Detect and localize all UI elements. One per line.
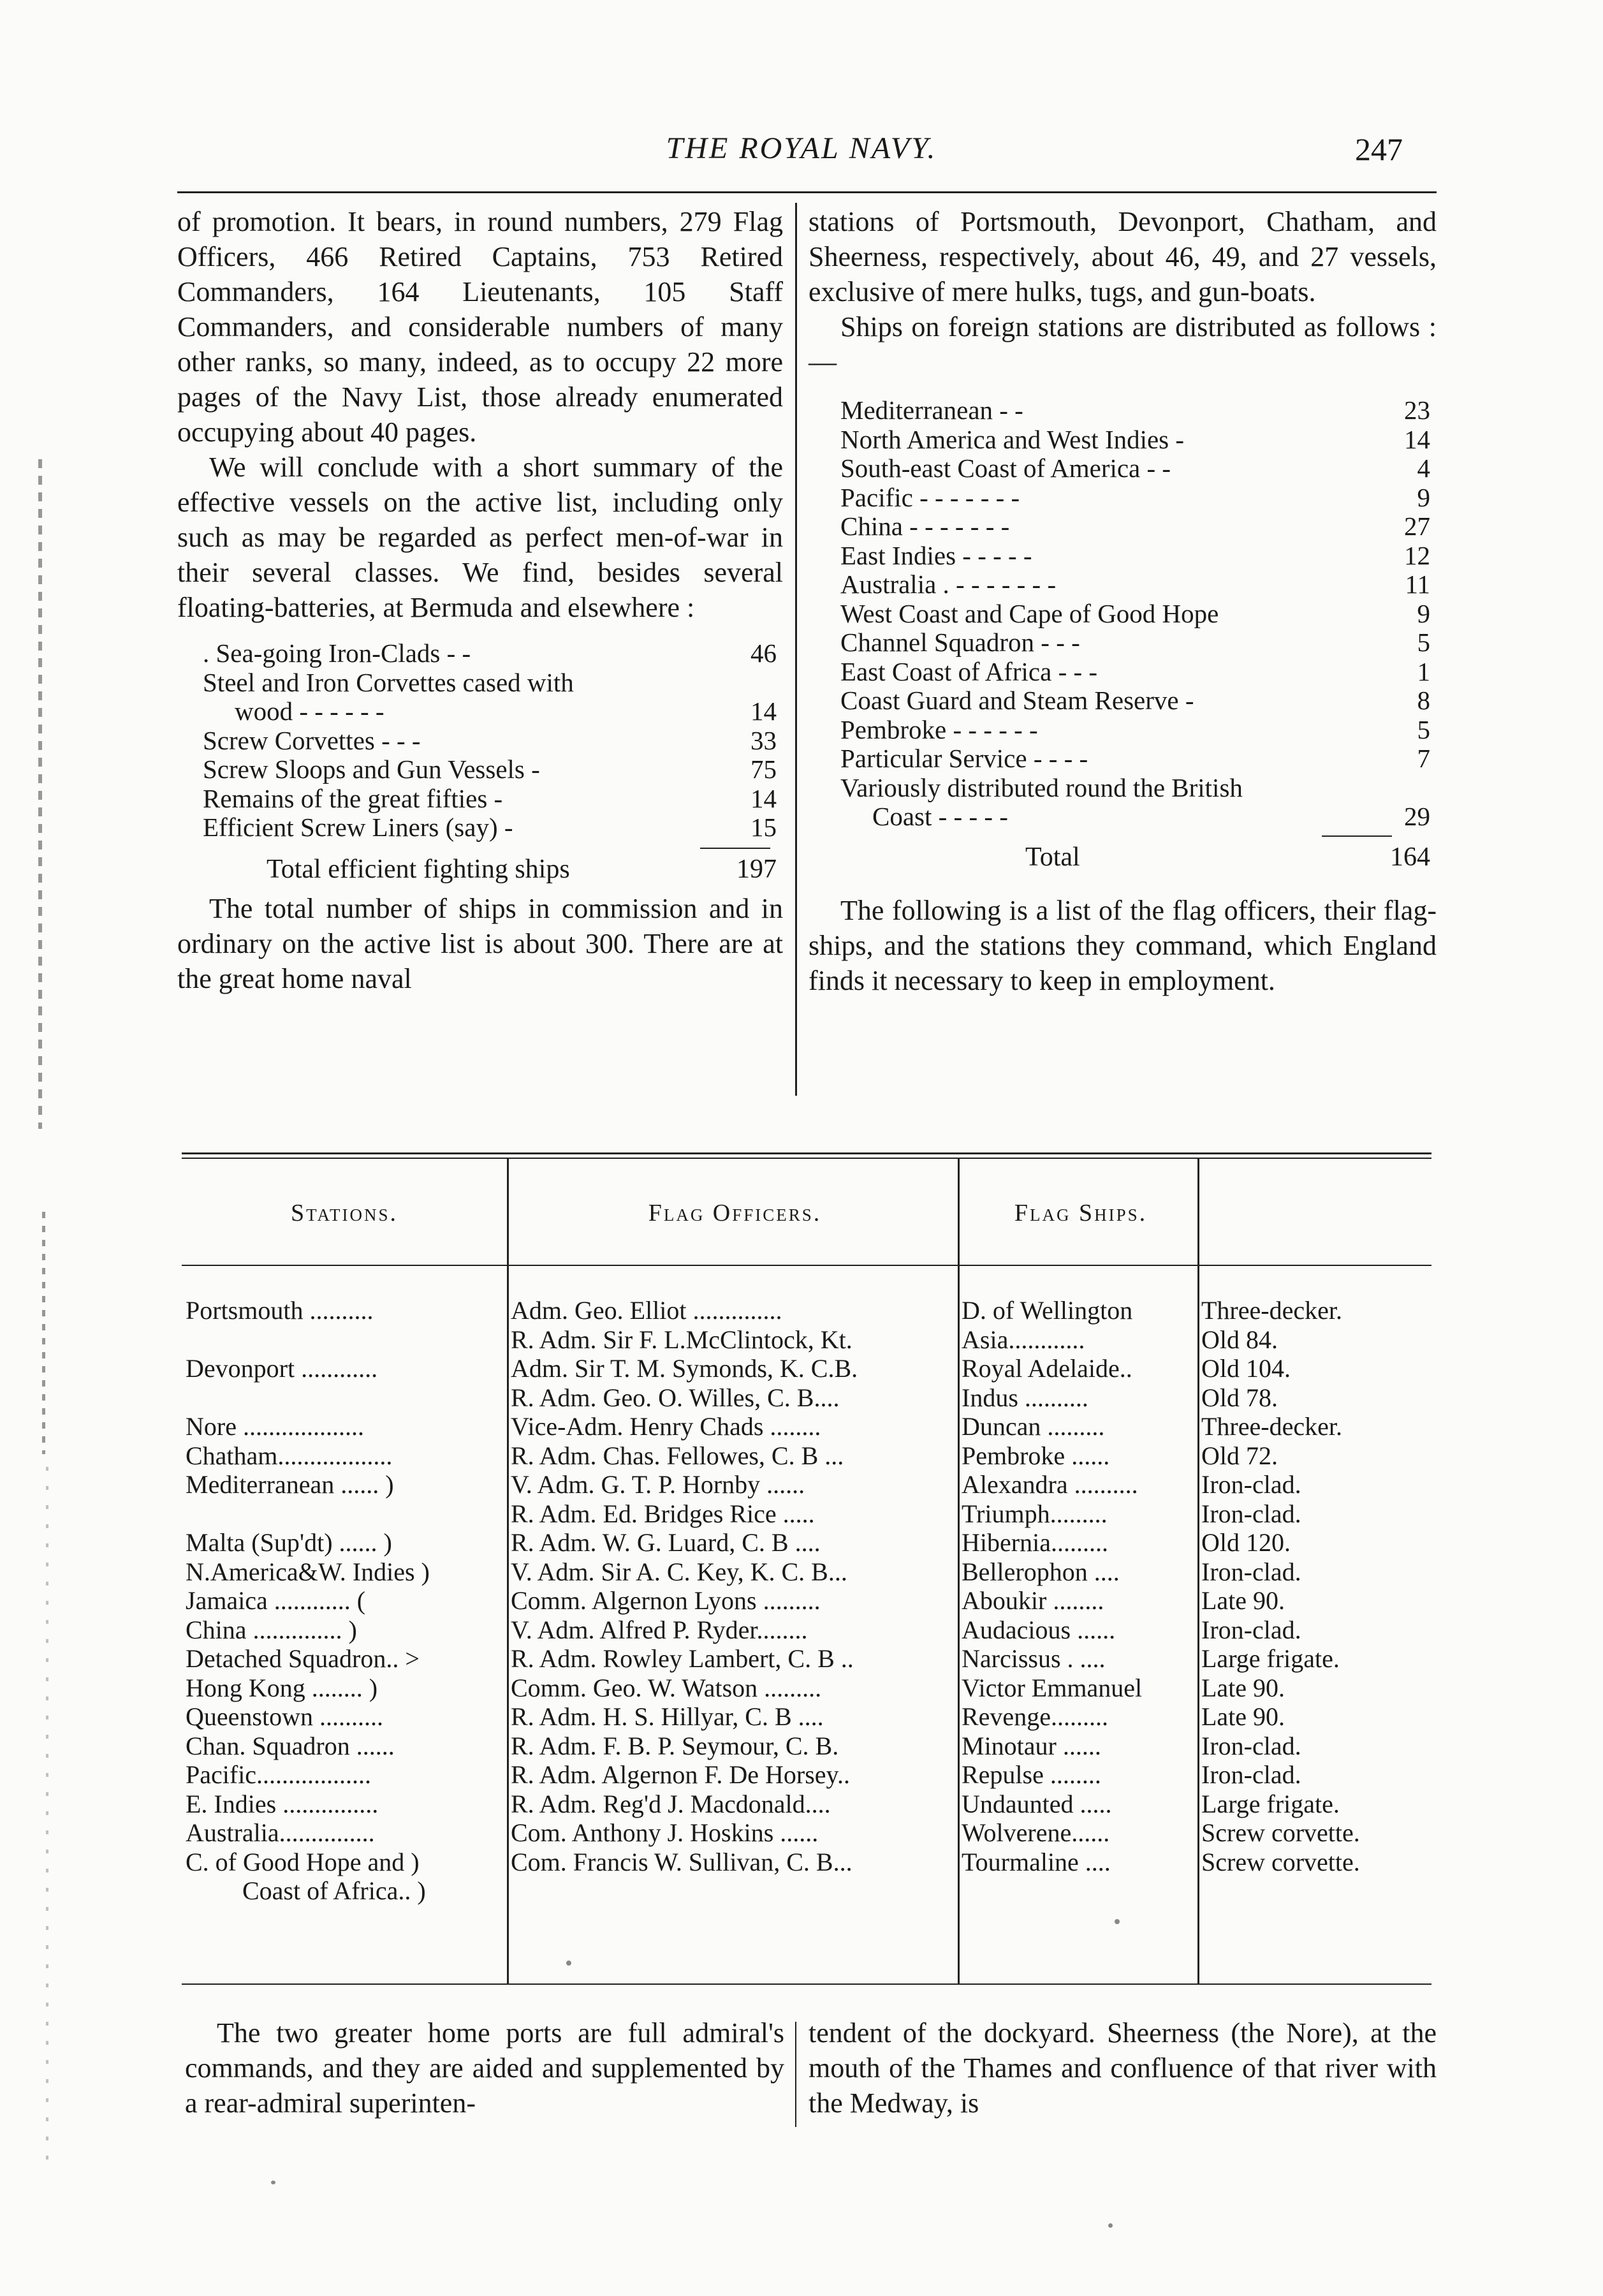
station-cell: Devonport ............	[186, 1354, 378, 1383]
station-count: 9	[1417, 482, 1430, 512]
flag-officer-cell: R. Adm. Rowley Lambert, C. B ..	[511, 1644, 854, 1673]
table-header-stations: Stations.	[291, 1200, 398, 1226]
station-item	[840, 628, 1430, 658]
flag-ship-cell: Revenge.........	[962, 1702, 1108, 1731]
summary-count: 14	[750, 696, 777, 726]
summary-label: wood - - - - - -	[235, 696, 384, 726]
station-label: Particular Service - - - -	[840, 744, 1088, 773]
station-count: 23	[1404, 395, 1430, 425]
station-cell: Pacific..................	[186, 1760, 372, 1789]
flag-officer-cell: Comm. Algernon Lyons .........	[511, 1586, 821, 1615]
station-count: 5	[1417, 628, 1430, 657]
summary-label: Screw Corvettes - - -	[203, 725, 421, 755]
table-row	[182, 1615, 1431, 1645]
table-row	[182, 1499, 1431, 1529]
station-label: South-east Coast of America - -	[840, 453, 1171, 483]
flag-officer-cell: Vice-Adm. Henry Chads ........	[511, 1412, 821, 1441]
station-cell: Australia...............	[186, 1818, 375, 1847]
ship-class-cell: Iron-clad.	[1201, 1760, 1301, 1789]
ship-class-cell	[1197, 1876, 1431, 1906]
summary-total	[177, 853, 783, 886]
left-paragraph-2: We will conclude with a short summary of the effective vessels on the active list, including only such as may be regarded as perfect men-of-war in their several classes. We find, besides several floating-batteries, at Bermuda and elsewhere :	[177, 452, 783, 623]
summary-label: . Sea-going Iron-Clads - -	[203, 638, 471, 668]
flag-officer-cell: R. Adm. Algernon F. De Horsey..	[511, 1760, 850, 1789]
station-label: Channel Squadron - - -	[840, 628, 1080, 657]
flag-officer-cell: Comm. Geo. W. Watson .........	[511, 1673, 822, 1702]
ship-class-cell: Three-decker.	[1201, 1296, 1342, 1325]
station-count: 14	[1404, 424, 1430, 454]
flag-officer-cell: V. Adm. G. T. P. Hornby ......	[511, 1470, 805, 1499]
station-label: Mediterranean - -	[840, 395, 1023, 425]
station-cell: Detached Squadron.. >	[186, 1644, 420, 1673]
station-cell: Malta (Sup'dt) ...... )	[186, 1528, 392, 1557]
station-cell	[182, 1383, 507, 1413]
table-row	[182, 1412, 1431, 1441]
station-cell: Chatham..................	[186, 1441, 393, 1470]
station-cell: Queenstown ..........	[186, 1702, 383, 1731]
page-number: 247	[1355, 131, 1403, 167]
flag-ship-cell: Alexandra ..........	[962, 1470, 1138, 1499]
ship-class-cell: Late 90.	[1201, 1586, 1285, 1615]
left-column	[177, 204, 783, 996]
table-header-flag-officers: Flag Officers.	[648, 1200, 822, 1226]
station-count: 29	[1404, 802, 1430, 831]
summary-item	[203, 639, 777, 668]
station-count: 8	[1417, 686, 1430, 715]
flag-officer-cell: R. Adm. F. B. P. Seymour, C. B.	[511, 1731, 839, 1760]
right-paragraph-2: Ships on foreign stations are distributed as follows :—	[809, 311, 1437, 378]
table-row	[182, 1354, 1431, 1383]
stations-total	[809, 841, 1437, 874]
table-row	[182, 1296, 1431, 1325]
station-label: Coast - - - - -	[872, 802, 1008, 831]
station-item	[840, 774, 1430, 803]
stations-total-value: 164	[1390, 842, 1430, 872]
table-row	[182, 1528, 1431, 1557]
right-paragraph-1: stations of Portsmouth, Devonport, Chatham, and Sheerness, respectively, about 46, 49, and 27 vessels, exclusive of mere hulks, tugs, and gun-boats.	[809, 206, 1437, 307]
flag-ship-cell: Tourmaline ....	[962, 1847, 1111, 1876]
flag-officer-cell: R. Adm. W. G. Luard, C. B ....	[511, 1528, 821, 1557]
flag-ship-cell: Repulse ........	[962, 1760, 1101, 1789]
summary-item	[203, 784, 777, 814]
stations-total-label: Total	[1025, 842, 1080, 872]
station-item	[840, 541, 1430, 571]
flag-officer-cell: Com. Francis W. Sullivan, C. B...	[511, 1847, 853, 1876]
table-row	[182, 1383, 1431, 1413]
station-count: 9	[1417, 598, 1430, 628]
flag-ship-cell: Indus ..........	[962, 1383, 1088, 1412]
table-top-rule-1	[182, 1152, 1431, 1154]
bottom-left-paragraph: The two greater home ports are full admiral's commands, and they are aided and supplemented by a rear-admiral superinten-	[185, 2017, 784, 2119]
flag-officer-cell: Adm. Geo. Elliot ..............	[511, 1296, 782, 1325]
summary-total-label: Total efficient fighting ships	[267, 854, 570, 884]
station-label: East Indies - - - - -	[840, 540, 1032, 570]
station-label: Pacific - - - - - - -	[840, 482, 1020, 512]
stations-total-rule	[1322, 835, 1392, 837]
station-cell: Chan. Squadron ......	[186, 1731, 395, 1760]
table-row	[182, 1441, 1431, 1471]
table-header-rule	[182, 1265, 1431, 1266]
ship-class-cell: Screw corvette.	[1201, 1847, 1360, 1876]
ship-class-cell: Late 90.	[1201, 1673, 1285, 1702]
speck	[566, 1961, 571, 1966]
station-label: Australia . - - - - - - -	[840, 570, 1057, 599]
flag-officers-table	[182, 1296, 1431, 1906]
summary-total-value: 197	[736, 854, 777, 884]
summary-item	[203, 697, 777, 726]
flag-ship-cell	[958, 1876, 1197, 1906]
summary-list	[177, 639, 783, 843]
station-label: Coast Guard and Steam Reserve -	[840, 686, 1194, 715]
station-item	[840, 686, 1430, 716]
stations-list	[809, 396, 1437, 832]
summary-item	[203, 668, 777, 698]
ship-class-cell: Old 78.	[1201, 1383, 1278, 1412]
ship-class-cell: Old 84.	[1201, 1325, 1278, 1354]
running-title: THE ROYAL NAVY.	[666, 131, 937, 165]
ship-class-cell: Iron-clad.	[1201, 1499, 1301, 1528]
flag-officer-cell: R. Adm. Sir F. L.McClintock, Kt.	[511, 1325, 853, 1354]
flag-ship-cell: Wolverene......	[962, 1818, 1110, 1847]
summary-label: Remains of the great fifties -	[203, 783, 503, 813]
summary-total-rule	[700, 848, 770, 849]
station-item	[840, 658, 1430, 687]
flag-ship-cell: Asia............	[962, 1325, 1085, 1354]
station-cell: E. Indies ...............	[186, 1789, 379, 1818]
table-row	[182, 1876, 1431, 1906]
ship-class-cell: Iron-clad.	[1201, 1731, 1301, 1760]
ship-class-cell: Late 90.	[1201, 1702, 1285, 1731]
flag-ship-cell: Hibernia.........	[962, 1528, 1108, 1557]
right-column	[809, 204, 1437, 998]
flag-ship-cell: Bellerophon ....	[962, 1557, 1120, 1586]
flag-ship-cell: Narcissus . ....	[962, 1644, 1106, 1673]
flag-ship-cell: D. of Wellington	[962, 1296, 1133, 1325]
station-cell: C. of Good Hope and )	[186, 1847, 420, 1876]
flag-ship-cell: Royal Adelaide..	[962, 1354, 1132, 1383]
speck	[1115, 1919, 1120, 1924]
station-item	[840, 425, 1430, 455]
summary-label: Screw Sloops and Gun Vessels -	[203, 754, 540, 784]
table-row	[182, 1470, 1431, 1499]
station-cell: Portsmouth ..........	[186, 1296, 374, 1325]
flag-ship-cell: Aboukir ........	[962, 1586, 1104, 1615]
table-row	[182, 1732, 1431, 1761]
station-label: Pembroke - - - - - -	[840, 714, 1038, 744]
left-paragraph-1: of promotion. It bears, in round numbers, 279 Flag Officers, 466 Retired Captains, 753 Retired Commanders, 164 Lieutenants, 105 Staff Commanders, and considerable numbers of many other ranks, so many, indeed, as to occupy 22 more pages of the Navy List, those already enumerated occupying about 40 pages.	[177, 206, 783, 448]
bottom-right-paragraph: tendent of the dockyard. Sheerness (the Nore), at the mouth of the Thames and confluence of that river with the Medway, is	[809, 2017, 1437, 2119]
station-count: 4	[1417, 453, 1430, 483]
ship-class-cell: Three-decker.	[1201, 1412, 1342, 1441]
station-item	[840, 716, 1430, 745]
scan-edge-artifact-2	[42, 1212, 45, 1454]
column-divider	[795, 203, 797, 1096]
station-item	[840, 454, 1430, 483]
station-cell: N.America&W. Indies )	[186, 1557, 430, 1586]
station-cell: Hong Kong ........ )	[186, 1673, 378, 1702]
flag-ship-cell: Minotaur ......	[962, 1731, 1101, 1760]
station-count: 12	[1404, 540, 1430, 570]
speck	[271, 2181, 275, 2184]
flag-ship-cell: Duncan .........	[962, 1412, 1105, 1441]
flag-officer-cell: R. Adm. Ed. Bridges Rice .....	[511, 1499, 815, 1528]
summary-count: 14	[750, 783, 777, 813]
station-item	[840, 483, 1430, 513]
right-paragraph-3: The following is a list of the flag officers, their flag-ships, and the stations they command, which England finds it necessary to keep in employment.	[809, 894, 1437, 996]
table-row	[182, 1818, 1431, 1848]
ship-class-cell: Old 120.	[1201, 1528, 1291, 1557]
speck	[1108, 2223, 1113, 2228]
summary-label: Steel and Iron Corvettes cased with	[203, 667, 574, 697]
summary-item	[203, 726, 777, 756]
station-count: 5	[1417, 714, 1430, 744]
table-header-flag-ships: Flag Ships.	[1014, 1200, 1148, 1226]
station-label: West Coast and Cape of Good Hope	[840, 598, 1219, 628]
station-item	[840, 512, 1430, 541]
ship-class-cell: Iron-clad.	[1201, 1615, 1301, 1644]
table-row	[182, 1702, 1431, 1732]
table-top-rule-2	[182, 1158, 1431, 1159]
table-row	[182, 1790, 1431, 1819]
station-item	[840, 396, 1430, 425]
flag-officer-cell: R. Adm. Chas. Fellowes, C. B ...	[511, 1441, 844, 1470]
summary-count: 15	[750, 813, 777, 842]
ship-class-cell: Old 104.	[1201, 1354, 1291, 1383]
flag-officer-cell: R. Adm. H. S. Hillyar, C. B ....	[511, 1702, 824, 1731]
table-bottom-rule	[182, 1983, 1431, 1985]
table-row	[182, 1644, 1431, 1674]
station-label: China - - - - - - -	[840, 511, 1010, 541]
station-count	[1392, 774, 1430, 803]
station-cell: China .............. )	[186, 1615, 357, 1644]
flag-ship-cell: Triumph.........	[962, 1499, 1108, 1528]
station-cell	[182, 1325, 507, 1355]
summary-count: 33	[750, 725, 777, 755]
station-cell: Mediterranean ...... )	[186, 1470, 394, 1499]
station-item	[840, 570, 1430, 600]
station-cell: Nore ...................	[186, 1412, 364, 1441]
summary-item	[203, 813, 777, 843]
table-row	[182, 1586, 1431, 1615]
ship-class-cell: Iron-clad.	[1201, 1470, 1301, 1499]
station-count: 11	[1405, 570, 1430, 599]
station-cell: Coast of Africa.. )	[242, 1876, 426, 1905]
summary-count: 75	[750, 754, 777, 784]
summary-count: 46	[750, 638, 777, 668]
table-row	[182, 1848, 1431, 1877]
station-cell	[182, 1499, 507, 1529]
station-item	[840, 600, 1430, 629]
flag-officer-cell: V. Adm. Sir A. C. Key, K. C. B...	[511, 1557, 847, 1586]
ship-class-cell: Old 72.	[1201, 1441, 1278, 1470]
summary-item	[203, 755, 777, 784]
summary-count	[738, 668, 777, 698]
bottom-divider	[795, 2022, 796, 2127]
station-item	[840, 744, 1430, 774]
scan-edge-artifact-3	[46, 1467, 48, 2168]
ship-class-cell: Iron-clad.	[1201, 1557, 1301, 1586]
flag-ship-cell: Audacious ......	[962, 1615, 1116, 1644]
table-row	[182, 1760, 1431, 1790]
station-item	[840, 802, 1430, 832]
flag-ship-cell: Victor Emmanuel	[962, 1673, 1143, 1702]
station-label: North America and West Indies -	[840, 424, 1185, 454]
station-count: 7	[1417, 744, 1430, 773]
flag-ship-cell: Pembroke ......	[962, 1441, 1110, 1470]
table-row	[182, 1325, 1431, 1355]
flag-officer-cell: V. Adm. Alfred P. Ryder........	[511, 1615, 808, 1644]
flag-officer-cell: Com. Anthony J. Hoskins ......	[511, 1818, 819, 1847]
station-count: 1	[1417, 656, 1430, 686]
summary-label: Efficient Screw Liners (say) -	[203, 813, 513, 842]
flag-officer-cell: R. Adm. Reg'd J. Macdonald....	[511, 1789, 831, 1818]
header-rule	[177, 191, 1437, 193]
scan-edge-artifact	[38, 459, 42, 1129]
station-cell: Jamaica ............ (	[186, 1586, 366, 1615]
ship-class-cell: Screw corvette.	[1201, 1818, 1360, 1847]
station-label: Variously distributed round the British	[840, 772, 1243, 802]
flag-officer-cell	[507, 1876, 958, 1906]
ship-class-cell: Large frigate.	[1201, 1644, 1340, 1673]
table-row	[182, 1674, 1431, 1703]
flag-officer-cell: R. Adm. Geo. O. Willes, C. B....	[511, 1383, 840, 1412]
flag-ship-cell: Undaunted .....	[962, 1789, 1112, 1818]
table-row	[182, 1557, 1431, 1587]
left-paragraph-3: The total number of ships in commission and in ordinary on the active list is about 300. There are at the great home naval	[177, 892, 783, 994]
station-count: 27	[1404, 511, 1430, 541]
flag-officer-cell: Adm. Sir T. M. Symonds, K. C.B.	[511, 1354, 858, 1383]
ship-class-cell: Large frigate.	[1201, 1789, 1340, 1818]
station-label: East Coast of Africa - - -	[840, 656, 1098, 686]
